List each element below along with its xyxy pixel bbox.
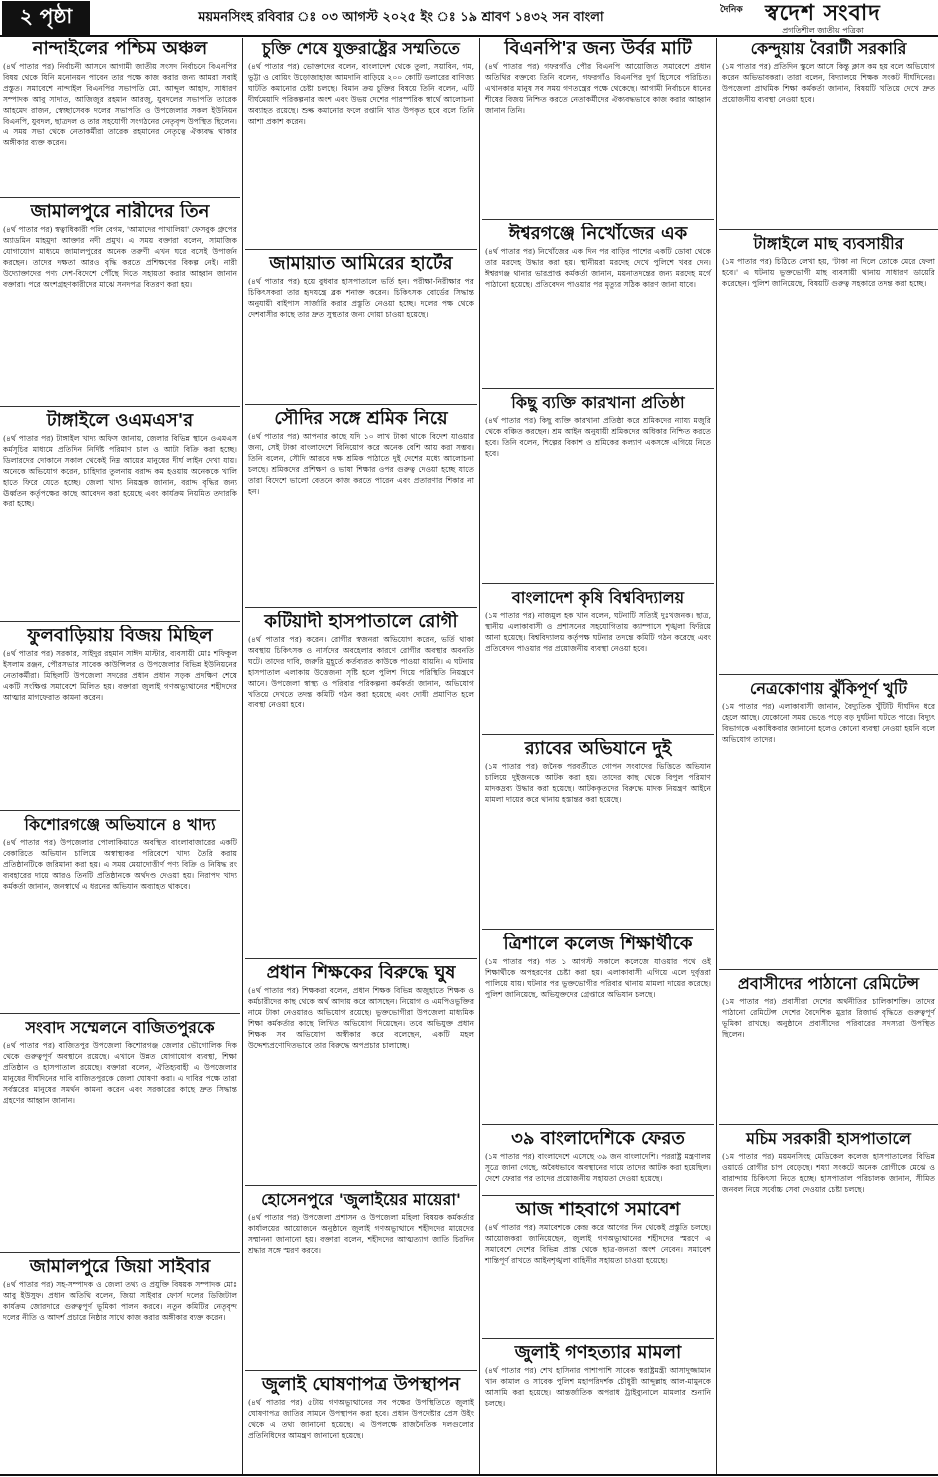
article-headline: বাংলাদেশ কৃষি বিশ্ববিদ্যালয় [511,588,685,607]
article-divider [0,197,240,198]
article [0,1256,240,1475]
column-divider [242,38,243,1475]
article [482,933,714,1123]
article-body: (৪র্থ পাতার পর) স্বত্বাধিকারী পলি বেগম, 'আমাদের পাখালিয়া' ফেসবুক গ্রুপের অ্যাডমিন মাহমুদা আক্তার নদী প্রমুখ। এ সময় বক্তারা বলেন, সামাজিক যোগাযোগ মাধ্যমে জামালপুরের অনেক তরুণী এখন ঘরে বসেই উপার্জন করছেন। তাদের দক্ষতা আরও বৃদ্ধি করতে প্রশিক্ষণের বিকল্প নেই। নারী উদ্যোক্তাদের পণ্য দেশ-বিদেশে পৌঁছে দিতে সহায়তা করার আহ্বান জানান বক্তারা। পরে অংশগ্রহণকারীদের মাঝে সনদপত্র বিতরণ করা হয়। [3,225,237,289]
article-headline: চুক্তি শেষে যুক্তরাষ্ট্রের সম্মতিতে [262,39,460,58]
masthead-slogan: প্রগতিশীল জাতীয় পত্রিকা [782,25,864,35]
article-divider [482,583,714,584]
article [482,1199,714,1337]
article [482,738,714,928]
article-headline: জামালপুরে নারীদের তিন [30,201,210,222]
column-1 [0,38,240,1475]
article-body: (৪র্থ পাতার পর) করেন। রোগীর স্বজনরা অভিযোগ করেন, ভর্তি থাকা অবস্থায় চিকিৎসক ও নার্সদের অবহেলার কারণে রোগীর অবস্থার অবনতি ঘটে। তাদের দাবি, জরুরি মুহূর্তে কর্তব্যরত কাউকে পাওয়া যায়নি। এ ঘটনায় হাসপাতাল এলাকায় উত্তেজনা সৃষ্টি হলে পুলিশ গিয়ে পরিস্থিতি নিয়ন্ত্রণে আনে। উপজেলা স্বাস্থ্য ও পরিবার পরিকল্পনা কর্মকর্তা জানান, অভিযোগ খতিয়ে দেখতে তদন্ত কমিটি গঠন করা হয়েছে এবং দোষী প্রমাণিত হলে ব্যবস্থা নেওয়া হবে। [248,635,474,710]
article-divider [482,1338,714,1339]
column-divider [479,38,480,1475]
article-body: (১ম পাতার পর) প্রতিদিন স্কুলে আসে কিন্তু ক্লাস কম হয় বলে অভিযোগ করেন অভিভাবকরা। তারা বলেন, বিদ্যালয়ে শিক্ষক সংকট দীর্ঘদিনের। উপজেলা প্রাথমিক শিক্ষা কর্মকর্তা জানান, বিষয়টি খতিয়ে দেখে দ্রুত প্রয়োজনীয় ব্যবস্থা নেওয়া হবে। [722,62,935,104]
article-headline: র‍্যাবের অভিযানে দুই [524,738,672,759]
article-body: (৪র্থ পাতার পর) সমাবেশকে কেন্দ্র করে আগের দিন থেকেই প্রস্তুতি চলছে। আয়োজকরা জানিয়েছেন, জুলাই গণঅভ্যুত্থানের শহীদদের স্মরণে এ সমাবেশে দেশের বিভিন্ন প্রান্ত থেকে ছাত্র-জনতা অংশ নেবেন। সমাবেশ শান্তিপূর্ণ রাখতে আইনশৃঙ্খলা বাহিনীর সহায়তা চাওয়া হয়েছে। [485,1223,711,1265]
article-body: (৪র্থ পাতার পর) ৫টায় গণঅভ্যুত্থানের সব পক্ষের উপস্থিতিতে জুলাই ঘোষণাপত্র জাতির সামনে উপস্থাপন করা হবে। প্রধান উপদেষ্টার প্রেস উইং থেকে এ তথ্য জানানো হয়েছে। এ উপলক্ষে রাজনৈতিক দলগুলোর প্রতিনিধিদের আমন্ত্রণ জানানো হয়েছে। [248,1398,474,1440]
article [245,38,477,248]
article-divider [719,1124,938,1125]
article [719,973,938,1123]
article-headline: সৌদির সঙ্গে শ্রমিক নিয়ে [274,408,448,429]
article-body: (১ম পাতার পর) গত ১ আগস্ট সকালে কলেজে যাওয়ার পথে ওই শিক্ষার্থীকে অপহরণের চেষ্টা করা হয়। এলাকাবাসী এগিয়ে এলে দুর্বৃত্তরা পালিয়ে যায়। ঘটনার পর ভুক্তভোগীর পরিবার থানায় মামলা দায়ের করেছে। পুলিশ জানিয়েছে, অভিযুক্তদের গ্রেপ্তারে অভিযান চলছে। [485,957,711,999]
article-divider [245,249,477,250]
article-headline: মচিম সরকারী হাসপাতালে [746,1129,911,1148]
article-divider [245,1370,477,1371]
article-body: (৪র্থ পাতার পর) বাজিতপুর উপজেলা কিশোরগঞ্জ জেলার ভৌগোলিক দিক থেকে গুরুত্বপূর্ণ অবস্থানে রয়েছে। এখানে উন্নত যোগাযোগ ব্যবস্থা, শিক্ষা প্রতিষ্ঠান ও হাসপাতাল রয়েছে। বক্তারা বলেন, ঐতিহ্যবাহী এ উপজেলার মানুষের দীর্ঘদিনের দাবি বাজিতপুরকে জেলা ঘোষণা করা। এ দাবির পক্ষে তারা সর্বস্তরের মানুষের সমর্থন কামনা করেন এবং সরকারের কাছে দ্রুত সিদ্ধান্ত গ্রহণের আহ্বান জানান। [3,1041,237,1105]
article-body: (৪র্থ পাতার পর) টাঙ্গাইল খাদ্য অফিস জানায়, জেলার বিভিন্ন স্থানে ওএমএস কর্মসূচির মাধ্যমে প্রতিদিন নির্দিষ্ট পরিমাণ চাল ও আটা বিক্রি করা হচ্ছে। ডিলারদের দোকানে সকাল থেকেই নিম্ন আয়ের মানুষের দীর্ঘ লাইন দেখা যায়। অনেকে অভিযোগ করেন, চাহিদার তুলনায় বরাদ্দ কম হওয়ায় অনেককে খালি হাতে ফিরে যেতে হচ্ছে। জেলা খাদ্য নিয়ন্ত্রক জানান, বরাদ্দ বৃদ্ধির জন্য ঊর্ধ্বতন কর্তৃপক্ষের কাছে আবেদন করা হয়েছে এবং কার্যক্রম নিয়মিত তদারকি করা হচ্ছে। [3,434,237,509]
article-headline: জামালপুরে জিয়া সাইবার [29,1256,211,1277]
article-body: (১ম পাতার পর) প্রবাসীরা দেশের অর্থনীতির চালিকাশক্তি। তাদের পাঠানো রেমিটেন্স দেশের বৈদেশিক মুদ্রার রিজার্ভ বৃদ্ধিতে গুরুত্বপূর্ণ ভূমিকা রাখছে। অনুষ্ঠানে প্রবাসীদের পরিবারের সদস্যরা উপস্থিত ছিলেন। [722,997,935,1039]
article-divider [0,621,240,622]
article-headline: কেন্দুয়ায় বৈরাটী সরকারি [750,39,907,58]
column-divider [716,38,717,1475]
article [245,253,477,403]
article-divider [719,969,938,970]
header-rule [0,35,938,37]
article-body: (১ম পাতার পর) জনৈক পরবর্তীতে গোপন সংবাদের ভিত্তিতে অভিযান চালিয়ে দুইজনকে আটক করা হয়। তাদের কাছ থেকে বিপুল পরিমাণ মাদকদ্রব্য উদ্ধার করা হয়েছে। আটককৃতদের বিরুদ্ধে মাদক নিয়ন্ত্রণ আইনে মামলা দায়ের করে থানায় হস্তান্তর করা হয়েছে। [485,762,711,804]
masthead-kicker: দৈনিক [720,5,743,15]
article-headline: কটিয়াদী হাসপাতালে রোগী [264,611,458,632]
article [482,587,714,733]
article-headline: প্রধান শিক্ষকের বিরুদ্ধে ঘুষ [266,962,456,983]
article-body: (১ম পাতার পর) চিঠিতে লেখা হয়, 'টাকা না দিলে তোকে মেরে ফেলা হবে।' এ ঘটনায় ভুক্তভোগী মাছ ব্যবসায়ী থানায় সাধারণ ডায়েরি করেছেন। পুলিশ জানিয়েছে, বিষয়টি গুরুত্ব সহকারে তদন্ত করা হচ্ছে। [722,257,935,288]
article [0,625,240,809]
article-divider [482,388,714,389]
article-divider [719,229,938,230]
article [719,38,938,228]
article-headline: প্রবাসীদের পাঠানো রেমিটেন্স [737,974,920,993]
article-body: (৪র্থ পাতার পর) সহ-সম্পাদক ও জেলা তথ্য ও প্রযুক্তি বিষয়ক সম্পাদক মোঃ আবু ইউসুফ। প্রধান অতিথি বলেন, জিয়া সাইবার ফোর্স দলের ডিজিটাল কার্যক্রম জোরদারে গুরুত্বপূর্ণ ভূমিকা পালন করবে। নতুন কমিটির নেতৃবৃন্দ দলের নীতি ও আদর্শ প্রচারে নিষ্ঠার সাথে কাজ করার অঙ্গীকার ব্যক্ত করেন। [3,1280,237,1322]
article [245,962,477,1184]
article-body: (৪র্থ পাতার পর) নিখোঁজের এক দিন পর বাড়ির পাশের একটি ডোবা থেকে তার মরদেহ উদ্ধার করা হয়। স্থানীয়রা মরদেহ দেখে পুলিশে খবর দেন। ঈশ্বরগঞ্জ থানার ভারপ্রাপ্ত কর্মকর্তা জানান, ময়নাতদন্তের জন্য মরদেহ মর্গে পাঠানো হয়েছে। প্রতিবেদন পাওয়ার পর মৃত্যুর সঠিক কারণ জানা যাবে। [485,247,711,289]
article-divider [482,734,714,735]
article-divider [245,404,477,405]
article-headline: ফুলবাড়িয়ায় বিজয় মিছিল [27,625,213,646]
article [245,1189,477,1369]
article-headline: জুলাই গণহত্যার মামলা [514,1342,682,1363]
article [0,38,240,196]
article-divider [719,674,938,675]
article [482,1342,714,1475]
article-headline: টাঙ্গাইলে মাছ ব্যবসায়ীর [753,234,904,253]
article-divider [0,406,240,407]
dateline: ময়মনসিংহ রবিবার ঃ ০৩ আগস্ট ২০২৫ ইং ঃ ১৯ শ্রাবণ ১৪৩২ সন বাংলা [198,9,604,25]
article-body: (৪র্থ পাতার পর) কিছু ব্যক্তি কারখানা প্রতিষ্ঠা করে শ্রমিকদের ন্যায্য মজুরি থেকে বঞ্চিত করছেন। শ্রম আইন অনুযায়ী শ্রমিকদের অধিকার নিশ্চিত করতে হবে। তিনি বলেন, শিল্পের বিকাশ ও শ্রমিকের কল্যাণ একসঙ্গে এগিয়ে নিতে হবে। [485,416,711,458]
article-headline: জুলাই ঘোষণাপত্র উপস্থাপন [261,1374,461,1395]
article [482,38,714,218]
article-divider [0,1252,240,1253]
article-body: (৪র্থ পাতার পর) উপজেলার পোলাকিয়াতে অবস্থিত বাংলাবাজারের একটি বেকারিতে অভিযান চালিয়ে অস্বাস্থ্যকর পরিবেশে খাদ্য তৈরি করায় প্রতিষ্ঠানটিকে জরিমানা করা হয়। এ সময় মেয়াদোত্তীর্ণ পণ্য বিক্রি ও নিষিদ্ধ রং ব্যবহারের দায়ে আরও তিনটি প্রতিষ্ঠানকে অর্থদণ্ড দেওয়া হয়। নিরাপদ খাদ্য কর্মকর্তা জানান, জনস্বার্থে এ ধরনের অভিযান অব্যাহত থাকবে। [3,838,237,891]
article-body: (৪র্থ পাতার পর) ভোক্তাদের বলেন, বাংলাদেশ থেকে তুলা, সয়াবিন, গম, ভুট্টা ও বোয়িং উড়োজাহাজ আমদানি বাড়িয়ে ২০০ কোটি ডলারের বাণিজ্য ঘাটতি কমানোর চেষ্টা চলছে। বিমান ক্রয় চুক্তির বিষয়ে তিনি বলেন, এটি দীর্ঘমেয়াদি পরিকল্পনার অংশ এবং উভয় দেশের পারস্পরিক স্বার্থে আলোচনা অব্যাহত রয়েছে। শুল্ক কমানোর ফলে রপ্তানি খাত উপকৃত হবে বলে তিনি আশা প্রকাশ করেন। [248,62,474,126]
article-body: (১ম পাতার পর) নাজমুল হক খান বলেন, ঘটনাটি সত্যিই দুঃখজনক। ছাত্র, স্থানীয় এলাকাবাসী ও প্রশাসনের সহযোগিতায় ক্যাম্পাসে শৃঙ্খলা ফিরিয়ে আনা হয়েছে। বিশ্ববিদ্যালয় কর্তৃপক্ষ ঘটনার তদন্তে কমিটি গঠন করেছে এবং প্রতিবেদন পাওয়ার পর প্রয়োজনীয় ব্যবস্থা নেওয়া হবে। [485,611,711,653]
article-body: (৪র্থ পাতার পর) সরকার, সাইদুর রহমান সাঈদ মাস্টার, ব্যবসায়ী মোঃ শফিকুল ইসলাম রঞ্জন, পৌরসভার সাবেক কাউন্সিলর ও উপজেলার বিভিন্ন ইউনিয়নের নেতাকর্মীরা। মিছিলটি উপজেলা সদরের প্রধান প্রধান সড়ক প্রদক্ষিণ শেষে একটি সংক্ষিপ্ত সমাবেশে মিলিত হয়। বক্তারা জুলাই গণঅভ্যুত্থানের শহীদদের আত্মার মাগফেরাত কামনা করেন। [3,649,237,702]
article-headline: জামায়াত আমিরের হার্টের [269,253,453,274]
article-divider [0,810,240,811]
article-headline: ত্রিশালে কলেজ শিক্ষার্থীকে [503,933,693,954]
column-4 [719,38,938,1475]
article-headline: আজ শাহবাগে সমাবেশ [515,1199,681,1220]
masthead-name: স্বদেশ সংবাদ [765,0,881,26]
article-divider [482,929,714,930]
column-3 [482,38,714,1475]
article-divider [482,219,714,220]
page-number: ২ পৃষ্ঠা [2,1,90,35]
article-divider [245,607,477,608]
article [245,1374,477,1475]
article [0,814,240,1012]
article-headline: ৩৯ বাংলাদেশিকে ফেরত [511,1128,685,1149]
article-headline: বিএনপি'র জন্য উর্বর মাটি [504,38,692,59]
article-divider [482,1195,714,1196]
article-divider [0,1013,240,1014]
article [482,1128,714,1194]
article-headline: ঈশ্বরগঞ্জে নিখোঁজের এক [508,223,688,244]
article-body: (৪র্থ পাতার পর) হয়ে বুধবার হাসপাতালে ভর্তি হন। পরীক্ষা-নিরীক্ষার পর চিকিৎসকরা তার হৃদযন্ত্রে ব্লক শনাক্ত করেন। চিকিৎসক বোর্ডের সিদ্ধান্ত অনুযায়ী বাইপাস সার্জারি করার প্রস্তুতি নেওয়া হচ্ছে। দলের পক্ষ থেকে দেশবাসীর কাছে তার দ্রুত সুস্থতার জন্য দোয়া চাওয়া হয়েছে। [248,277,474,319]
article-headline: সংবাদ সম্মেলনে বাজিতপুরকে [25,1018,215,1037]
masthead-logo [712,1,934,35]
article-body: (১ম পাতার পর) ময়মনসিংহ মেডিকেল কলেজ হাসপাতালের বিভিন্ন ওয়ার্ডে রোগীর চাপ বেড়েছে। শয্যা সংকটে অনেক রোগীকে মেঝে ও বারান্দায় চিকিৎসা নিতে হচ্ছে। হাসপাতাল পরিচালক জানান, সীমিত জনবল নিয়ে সর্বোচ্চ সেবা দেওয়ার চেষ্টা চলছে। [722,1152,935,1194]
article [0,201,240,405]
article-divider [245,958,477,959]
article [719,1128,938,1475]
article [482,223,714,387]
article-headline: টাঙ্গাইলে ওএমএস'র [46,410,194,431]
page-header [0,0,938,36]
article [0,410,240,620]
article-headline: হোসেনপুরে 'জুলাইয়ের মায়েরা' [261,1190,461,1209]
article-divider [482,1124,714,1125]
column-2 [245,38,477,1475]
article-body: (৪র্থ পাতার পর) শেখ হাসিনার পাশাপাশি সাবেক স্বরাষ্ট্রমন্ত্রী আসাদুজ্জামান খান কামাল ও সাবেক পুলিশ মহাপরিদর্শক চৌধুরী আব্দুল্লাহ আল-মামুনকে আসামি করা হয়েছে। আন্তর্জাতিক অপরাধ ট্রাইব্যুনালে মামলার শুনানি চলছে। [485,1366,711,1408]
article [482,392,714,582]
article-headline: নান্দাইলের পশ্চিম অঞ্চল [32,38,208,59]
article-body: (৪র্থ পাতার পর) উপজেলা প্রশাসন ও উপজেলা মহিলা বিষয়ক কর্মকর্তার কার্যালয়ের আয়োজনে অনুষ্ঠানে জুলাই গণঅভ্যুত্থানে শহীদদের মায়েদের সম্মাননা জানানো হয়। বক্তারা বলেন, শহীদদের আত্মত্যাগ জাতি চিরদিন শ্রদ্ধার সঙ্গে স্মরণ করবে। [248,1213,474,1255]
article [245,611,477,957]
article-headline: কিশোরগঞ্জে অভিযানে ৪ খাদ্য [24,815,216,834]
article-body: (১ম পাতার পর) এলাকাবাসী জানান, বৈদ্যুতিক খুঁটিটি দীর্ঘদিন ধরে হেলে আছে। যেকোনো সময় ভেঙে পড়ে বড় দুর্ঘটনা ঘটতে পারে। বিদ্যুৎ বিভাগকে একাধিকবার জানানো হলেও কোনো ব্যবস্থা নেওয়া হয়নি বলে অভিযোগ তাদের। [722,702,935,744]
article [719,233,938,673]
article-body: (৪র্থ পাতার পর) নির্বাচনী আসনে আগামী জাতীয় সংসদ নির্বাচনে বিএনপির বিষয় থেকে যিনি মনোনয়ন পাবেন তার পক্ষে কাজ করার জন্য আমরা সবাই প্রস্তুত। সমাবেশে নান্দাইল বিএনপির সভাপতি মো. আব্দুল আহাদ, সাধারণ সম্পাদক আবু সাদাত, আজিজুর রহমান আরজু, যুবদলের সভাপতি তারেক আহমেদ রাজন, স্বেচ্ছাসেবক দলের সভাপতি ও উপজেলার সকল ইউনিয়ন বিএনপি, যুবদল, ছাত্রদল ও তার সহযোগী সংগঠনের নেতৃবৃন্দ উপস্থিত ছিলেন। এ সময় সভা থেকে নেতাকর্মীরা তারেক রহমানের নেতৃত্বে ঐক্যবদ্ধ থাকার অঙ্গীকার ব্যক্ত করেন। [3,62,237,148]
article-body: (৪র্থ পাতার পর) আপনার কাছে যদি ১০ লাখ টাকা থাকে বিদেশ যাওয়ার জন্য, সেই টাকা বাংলাদেশে বিনিয়োগ করে অনেক বেশি আয় করা সম্ভব। তিনি বলেন, সৌদি আরবে দক্ষ শ্রমিক পাঠাতে দুই দেশের মধ্যে আলোচনা চলছে। শ্রমিকদের প্রশিক্ষণ ও ভাষা শিক্ষার ওপর গুরুত্ব দেওয়া হচ্ছে যাতে তারা বিদেশে ভালো বেতনে কাজ করতে পারেন এবং প্রতারণার শিকার না হন। [248,432,474,496]
article-headline: নেত্রকোণায় ঝুঁকিপূর্ণ খুটি [749,679,908,698]
article [0,1017,240,1251]
article-divider [245,1185,477,1186]
article-body: (১ম পাতার পর) বাংলাদেশে এসেছে ৩৯ জন বাংলাদেশি। পররাষ্ট্র মন্ত্রণালয় সূত্রে জানা গেছে, অবৈধভাবে অবস্থানের দায়ে তাদের আটক করা হয়েছিল। দেশে ফেরার পর তাদের প্রয়োজনীয় সহায়তা দেওয়া হয়েছে। [485,1152,711,1183]
article-body: (৪র্থ পাতার পর) গফরগাঁও পৌর বিএনপি আয়োজিত সমাবেশে প্রধান অতিথির বক্তব্যে তিনি বলেন, গফরগাঁও বিএনপির দুর্গ হিসেবে পরিচিত। এখানকার মানুষ সব সময় গণতন্ত্রের পক্ষে থেকেছে। আগামী নির্বাচনে ধানের শীষের বিজয় নিশ্চিত করতে নেতাকর্মীদের ঐক্যবদ্ধভাবে কাজ করার আহ্বান জানান তিনি। [485,62,711,115]
article [719,678,938,968]
footer-rule [0,1474,938,1476]
article [245,408,477,606]
article-body: (৪র্থ পাতার পর) শিক্ষকরা বলেন, প্রধান শিক্ষক বিভিন্ন অজুহাতে শিক্ষক ও কর্মচারীদের কাছ থেকে অর্থ আদায় করে আসছেন। নিয়োগ ও এমপিওভুক্তির নামে টাকা নেওয়ারও অভিযোগ রয়েছে। ভুক্তভোগীরা উপজেলা মাধ্যমিক শিক্ষা কর্মকর্তার কাছে লিখিত অভিযোগ দিয়েছেন। তবে অভিযুক্ত প্রধান শিক্ষক সব অভিযোগ অস্বীকার করে বলেছেন, একটি মহল উদ্দেশ্যপ্রণোদিতভাবে তার বিরুদ্ধে অপপ্রচার চালাচ্ছে। [248,986,474,1050]
article-headline: কিছু ব্যক্তি কারখানা প্রতিষ্ঠা [511,393,685,412]
